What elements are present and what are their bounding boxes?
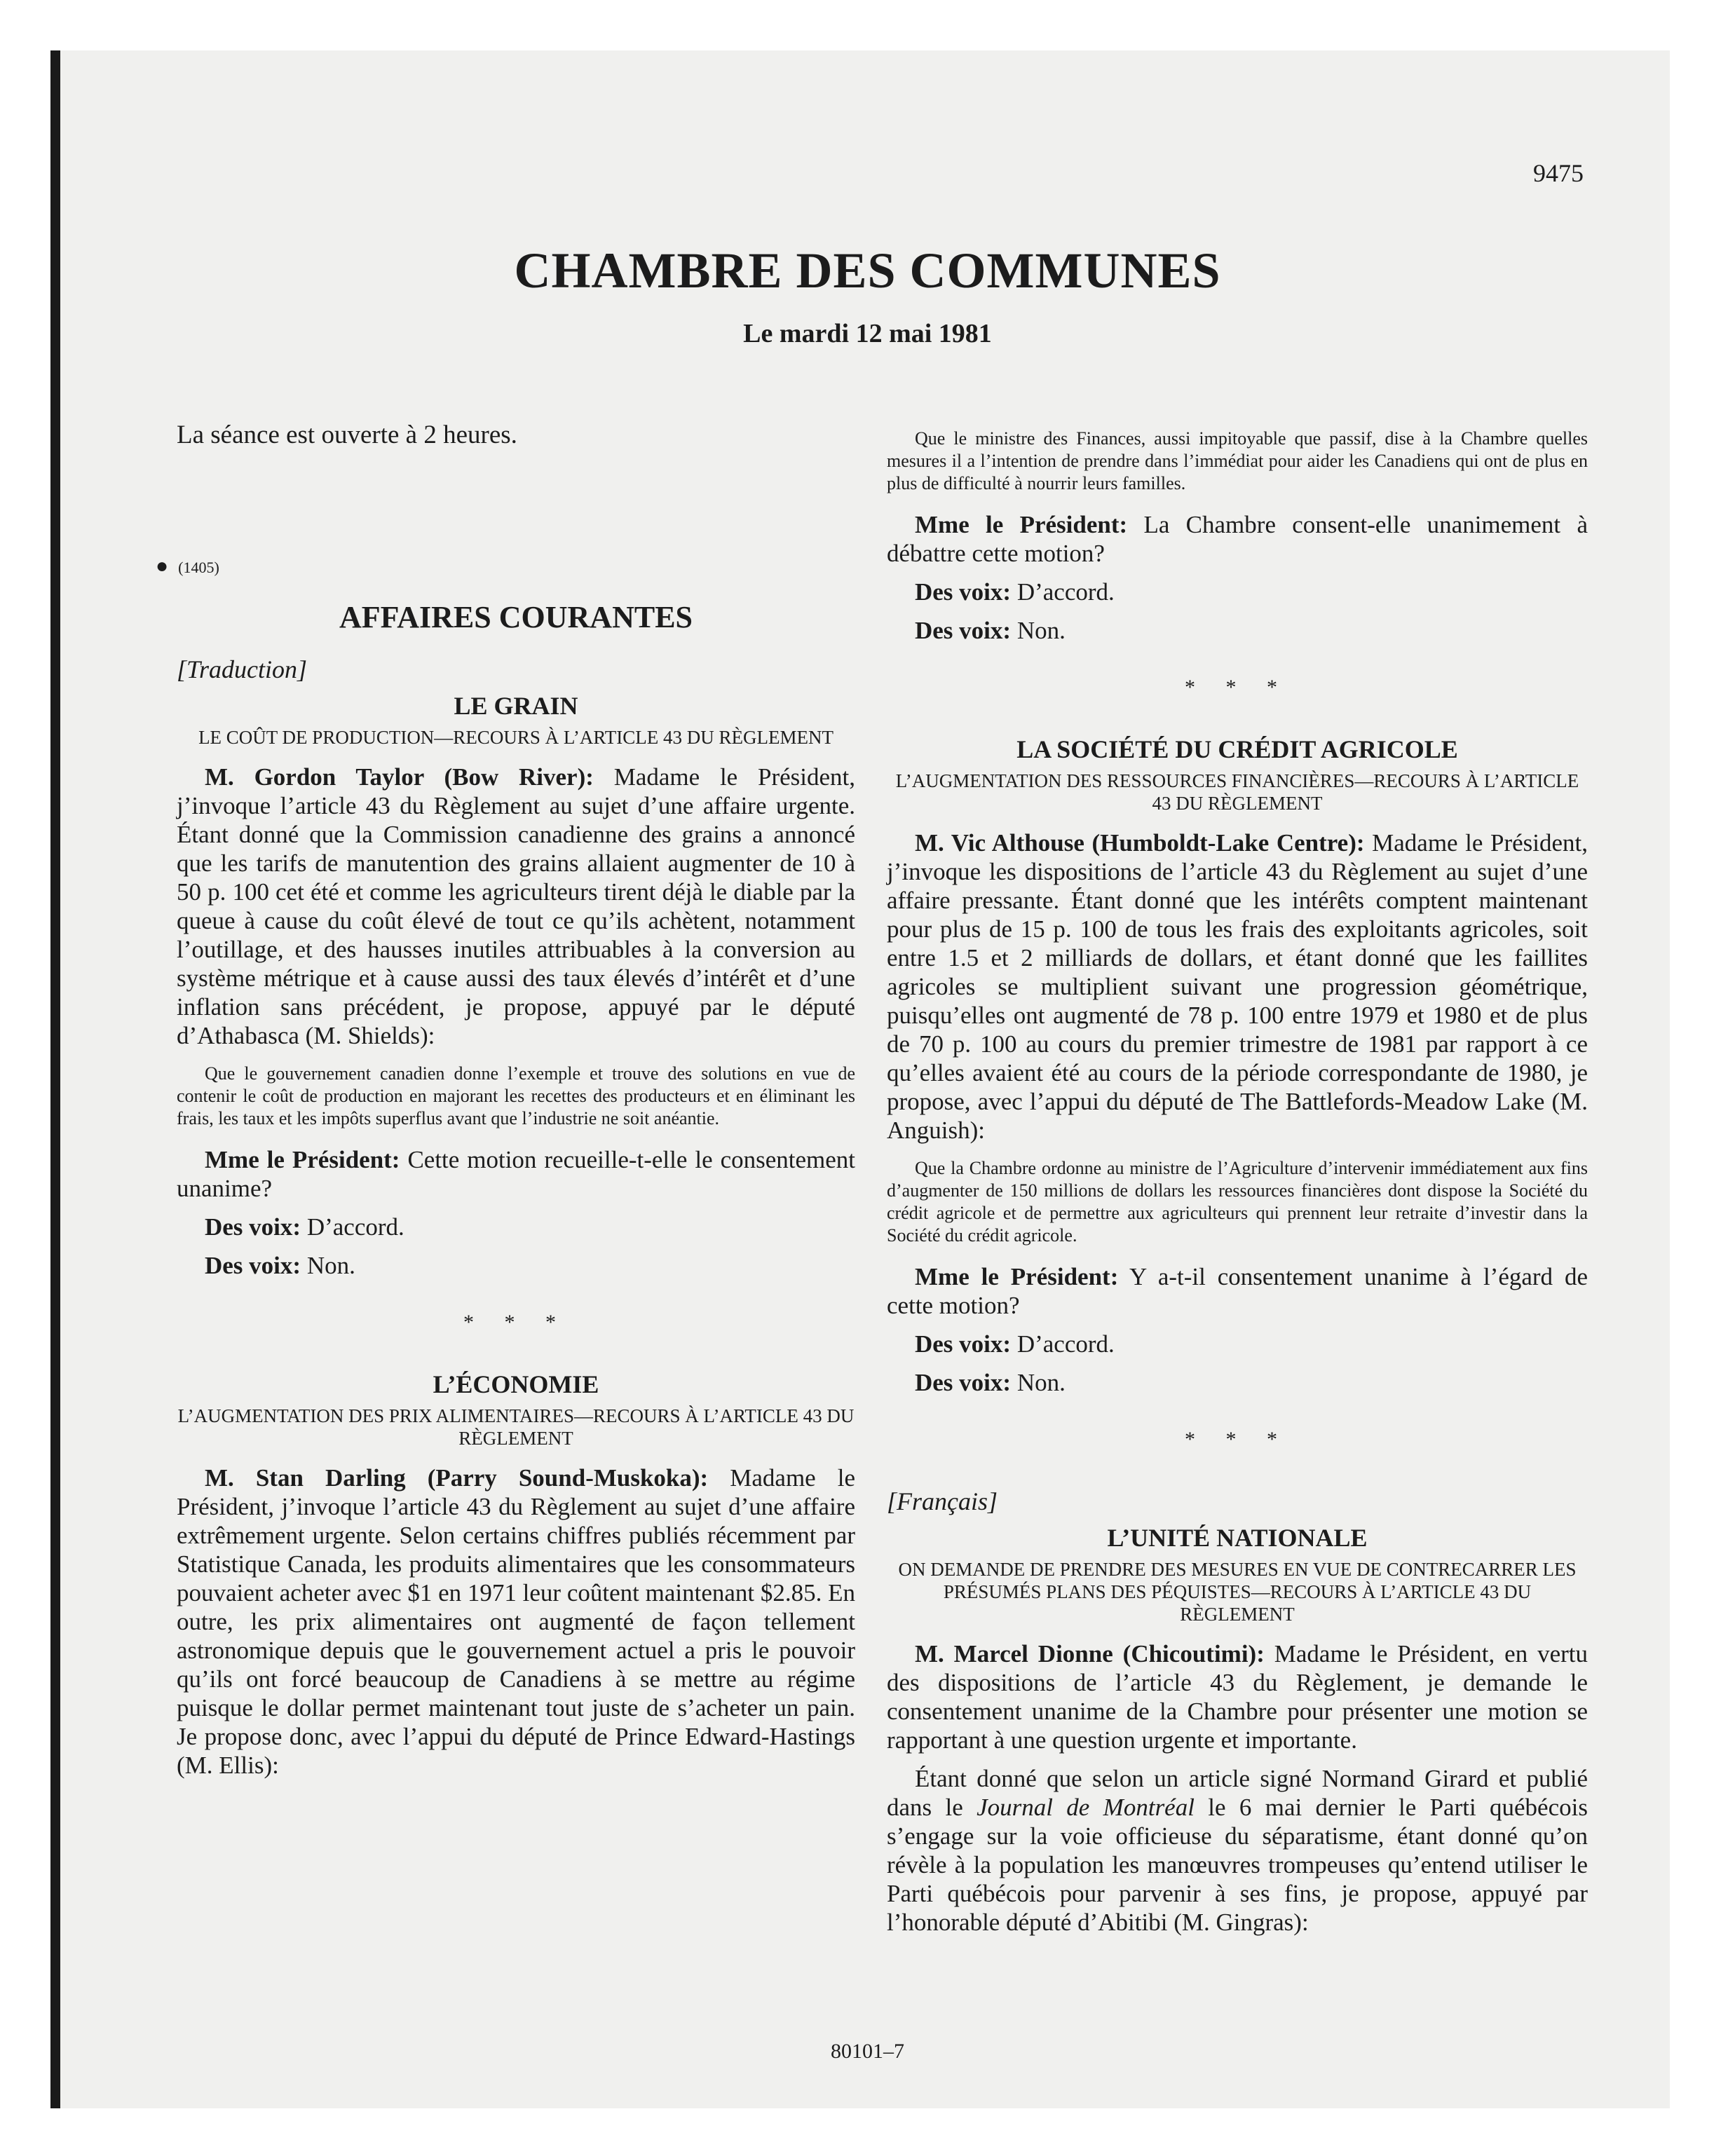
grain-motion: Que le gouvernement canadien donne l’exemple et trouve des solutions en vue de contenir le coût de production en majorant les recettes des producteurs et en éliminant les frais, les taux et les impôts superflus avant que l’industrie ne soit anéantie. (177, 1063, 855, 1128)
credit-heading: LA SOCIÉTÉ DU CRÉDIT AGRICOLE (1016, 735, 1458, 763)
credit-president: Mme le Président: Y a-t-il consentement unanime à l’égard de cette motion? (887, 1263, 1588, 1319)
finance-motion: Que le ministre des Finances, aussi impitoyable que passif, dise à la Chambre quelles mesures il a l’intention de prendre dans l’immédiat pour aider les Canadiens qui ont de plus en plus de difficulté à nourrir leurs familles. (887, 428, 1588, 493)
grain-voice-1: Des voix: D’accord. (205, 1213, 404, 1241)
unite-speech: M. Marcel Dionne (Chicoutimi): Madame le Président, en vertu des dispositions de l’article 43 du Règlement, je demande le consentement unanime de la Chambre pour présenter une motion se rapportant à une question urgente et importante. (887, 1640, 1588, 1754)
grain-voice-2: Des voix: Non. (205, 1252, 355, 1279)
section-separator: * * * (463, 1311, 569, 1334)
credit-voice-1: Des voix: D’accord. (915, 1330, 1115, 1358)
grain-heading: LE GRAIN (454, 692, 578, 720)
grain-subheading: LE COÛT DE PRODUCTION—RECOURS À L’ARTICLE 43 DU RÈGLEMENT (198, 727, 834, 748)
scan-edge-bar (50, 50, 60, 2108)
opening-line: La séance est ouverte à 2 heures. (177, 421, 517, 449)
french-tag: [Français] (887, 1487, 998, 1515)
journal-title: Journal de Montréal (977, 1794, 1195, 1821)
unite-paragraph: Étant donné que selon un article signé Normand Girard et publié dans le Journal de Montréal le 6 mai dernier le Parti québécois s’engage sur la voie officieuse du séparatisme, étant donné qu’on révèle à la population les manœuvres trompeuses qu’entend utiliser le Parti québécois pour parvenir à ses fins, je propose, appuyé par l’honorable député d’Abitibi (M. Gingras): (887, 1765, 1588, 1936)
section-separator: * * * (1185, 676, 1290, 699)
unite-heading: L’UNITÉ NATIONALE (1107, 1524, 1368, 1552)
credit-speech: M. Vic Althouse (Humboldt-Lake Centre): Madame le Président, j’invoque les dispositions de l’article 43 du Règlement au sujet d’une affaire pressante. Étant donné que les intérêts comptent maintenant pour plus de 15 p. 100 de tous les frais des exploitants agricoles, soit entre 1.5 et 2 milliards de dollars, et étant donné que les faillites agricoles se multiplient suivant une progression géométrique, puisqu’elles ont augmenté de 78 p. 100 entre 1979 et 1980 et de plus de 70 p. 100 au cours du premier trimestre de 1981 par rapport à ce qu’elles avaient été au cours de la période correspondante de 1980, je propose, avec l’appui du député de The Battlefords-Meadow Lake (M. Anguish): (887, 829, 1588, 1144)
section-separator: * * * (1185, 1428, 1290, 1451)
section-heading: AFFAIRES COURANTES (339, 600, 693, 634)
grain-speech: M. Gordon Taylor (Bow River): Madame le Président, j’invoque l’article 43 du Règlement au sujet d’une affaire urgente. Étant donné que la Commission canadienne des grains a annoncé que les tarifs de manutention des grains allaient augmenter de 10 à 50 p. 100 cet été et comme les agriculteurs tirent déjà le diable par la queue à cause du coût élevé de tout ce qu’ils achètent, notamment l’outillage, et des hausses inutiles attribuables à la conversion au système métrique et à cause aussi des taux élevés d’intérêt et d’une inflation sans précédent, je propose, appuyé par le député d’Athabasca (M. Shields): (177, 763, 856, 1049)
finance-president: Mme le Président: La Chambre consent-elle unanimement à débattre cette motion? (887, 511, 1588, 567)
page-number: 9475 (1533, 159, 1584, 187)
economie-subheading: L’AUGMENTATION DES PRIX ALIMENTAIRES—RECOURS À L’ARTICLE 43 DU RÈGLEMENT (177, 1405, 855, 1449)
page-footer: 80101–7 (831, 2040, 904, 2063)
credit-motion: Que la Chambre ordonne au ministre de l’Agriculture d’intervenir immédiatement aux fins d’augmenter de 150 millions de dollars les ressources financières dont dispose la Société du crédit agricole et de permettre aux agriculteurs qui prennent leur retraite d’investir dans la Société du crédit agricole. (887, 1158, 1588, 1246)
left-column (156, 421, 856, 1780)
right-column (887, 421, 1588, 1937)
finance-voice-1: Des voix: D’accord. (915, 578, 1115, 606)
credit-subheading: L’AUGMENTATION DES RESSOURCES FINANCIÈRES—RECOURS À L’ARTICLE 43 DU RÈGLEMENT (895, 770, 1579, 814)
economie-heading: L’ÉCONOMIE (433, 1370, 599, 1398)
unite-subheading: ON DEMANDE DE PRENDRE DES MESURES EN VUE DE CONTRECARRER LES PRÉSUMÉS PLANS DES PÉQUISTES—RECOURS À L’ARTICLE 43 DU RÈGLEMENT (898, 1559, 1577, 1625)
credit-voice-2: Des voix: Non. (915, 1369, 1066, 1396)
translation-tag: [Traduction] (177, 655, 308, 683)
sitting-date: Le mardi 12 mai 1981 (743, 319, 992, 348)
page-title: CHAMBRE DES COMMUNES (514, 243, 1221, 299)
grain-president: Mme le Président: Cette motion recueille-t-elle le consentement unanime? (177, 1146, 856, 1202)
economie-speech: M. Stan Darling (Parry Sound-Muskoka): Madame le Président, j’invoque l’article 43 du Règlement au sujet d’une affaire extrêmement urgente. Selon certains chiffres publiés récemment par Statistique Canada, les produits alimentaires que les consommateurs pouvaient acheter avec $1 en 1971 leur coûtent maintenant $2.85. En outre, les prix alimentaires ont augmenté de façon tellement astronomique depuis que le gouvernement actuel a pris le pouvoir qu’ils ont forcé beaucoup de Canadiens à se mettre au régime puisque le dollar permet maintenant tout juste de s’acheter un pain. Je propose donc, avec l’appui du député de Prince Edward-Hastings (M. Ellis): (177, 1464, 856, 1779)
time-marker: ● (1405) (156, 554, 219, 578)
bullet-icon: ● (156, 554, 169, 578)
finance-voice-2: Des voix: Non. (915, 617, 1066, 644)
